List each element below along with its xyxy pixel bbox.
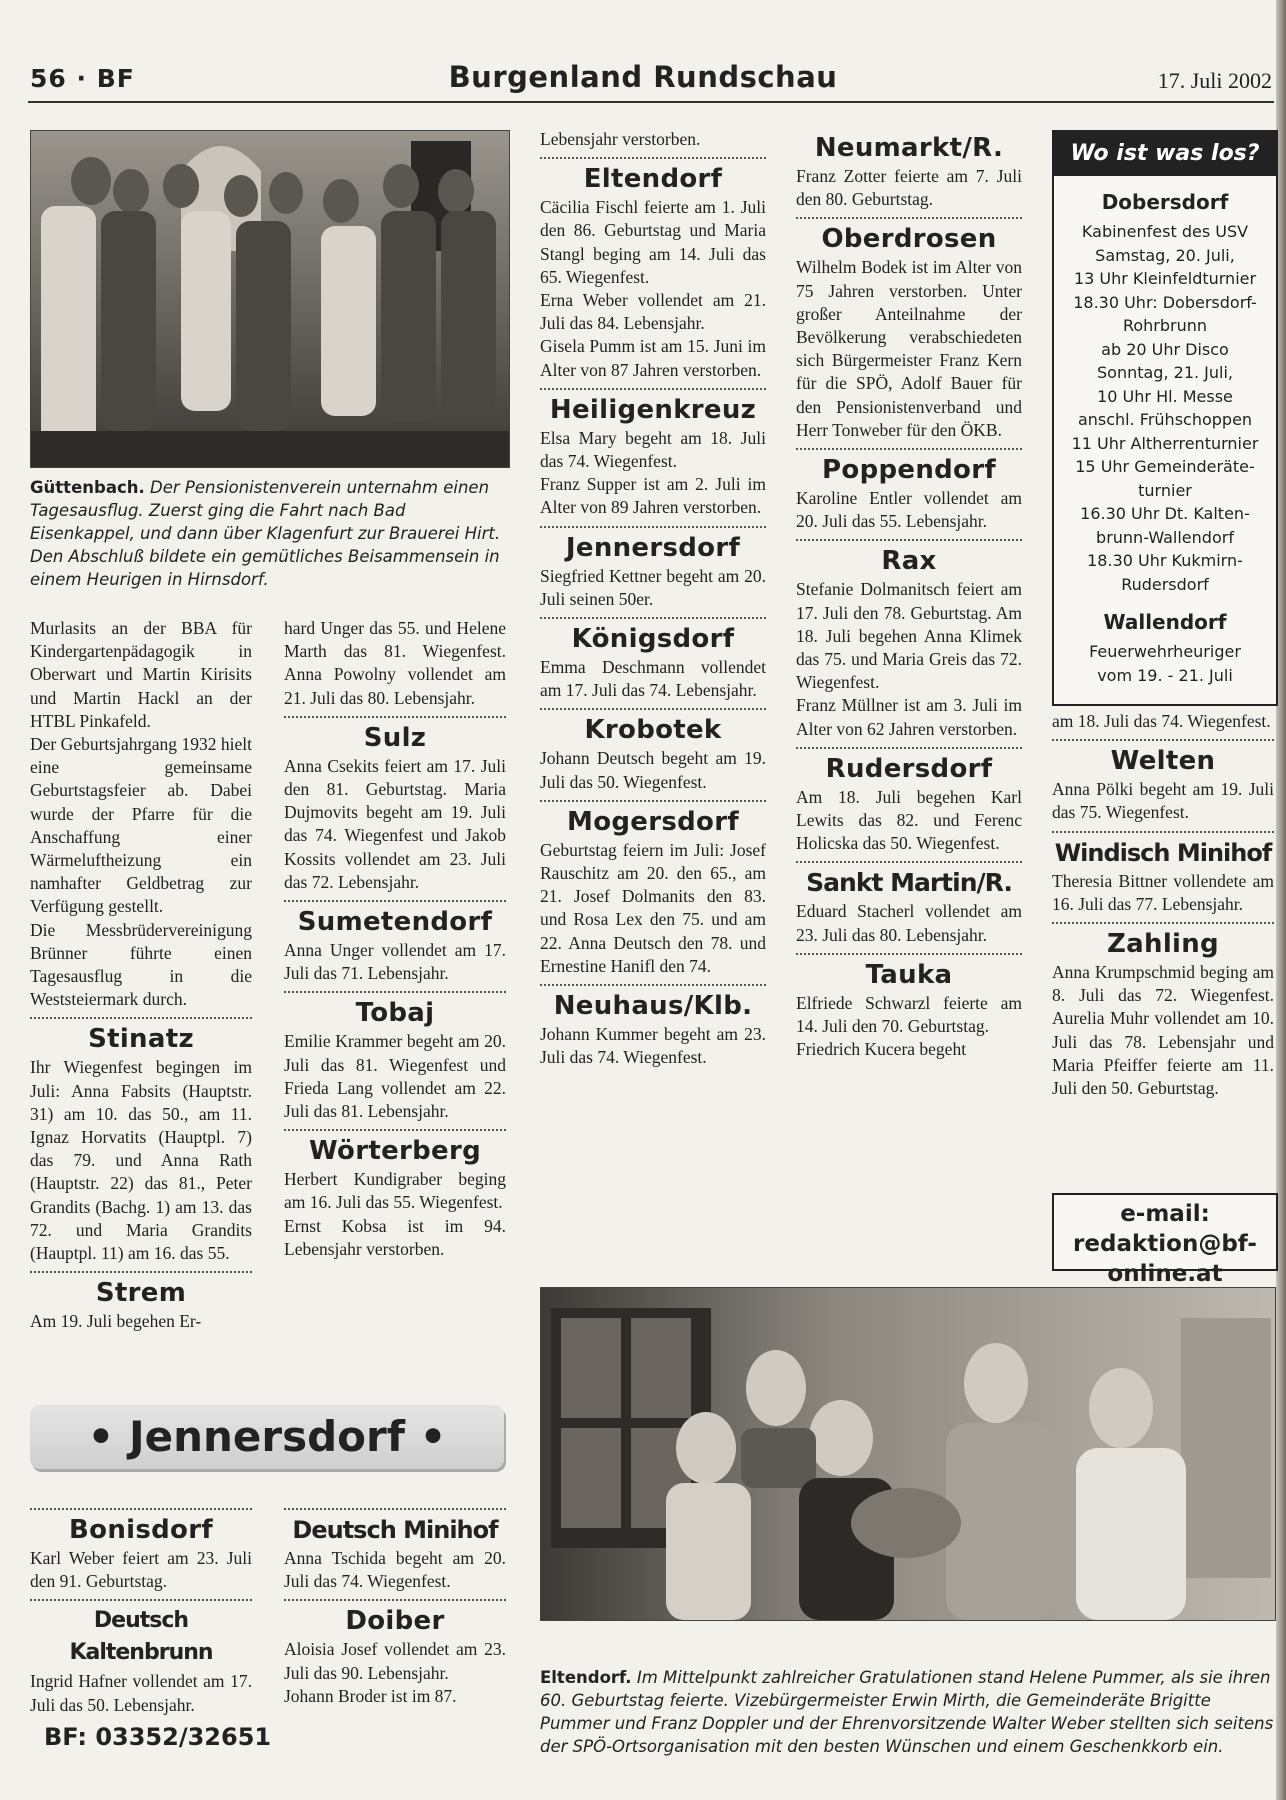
section-title: Sankt Martin/R. xyxy=(806,868,1012,898)
section-stinatz xyxy=(30,1017,252,1265)
events-box xyxy=(1052,130,1278,706)
article-text: Herbert Kundigraber beging am 16. Juli das 55. Wiegenfest. xyxy=(284,1169,506,1213)
birthday-photo-eltendorf xyxy=(540,1287,1276,1621)
event-line: 15 Uhr Gemeinderäte- xyxy=(1075,457,1255,476)
article-text: Elfriede Schwarzl feierte am 14. Juli den 70. Geburtstag. xyxy=(796,992,1022,1037)
section-title: Bonisdorf xyxy=(69,1515,213,1545)
event-line: 13 Uhr Kleinfeldturnier xyxy=(1073,269,1257,288)
column-3 xyxy=(540,128,766,1069)
event-line: 18.30 Uhr: Dobersdorf- xyxy=(1073,292,1257,312)
article-text: Anna Tschida begeht am 20. Juli das 74. Wiegenfest. xyxy=(284,1548,506,1592)
event-line: Sonntag, 21. Juli, xyxy=(1097,363,1233,382)
section-sanktmartin xyxy=(796,861,1022,946)
article-text: Franz Müllner ist am 3. Juli im Alter von 62 Jahren verstorben. xyxy=(796,695,1022,739)
article-text: Cäcilia Fischl feierte am 1. Juli den 86. Geburtstag und Maria Stangl beging am 14. Juli das 65. Wiegenfest. xyxy=(540,197,766,287)
section-title: Tauka xyxy=(865,959,953,990)
article-text: Karoline Entler vollendet am 20. Juli das 55. Lebensjahr. xyxy=(796,488,1022,532)
article-text: Am 19. Juli begehen Er- xyxy=(30,1311,202,1332)
section-rax xyxy=(796,539,1022,740)
column-4 xyxy=(796,132,1022,1061)
article-text: Gisela Pumm ist am 15. Juni im Alter von 87 Jahren verstorben. xyxy=(540,336,766,380)
section-sumetendorf xyxy=(284,900,506,985)
article-text: Emma Deschmann vollendet am 17. Juli das 74. Lebensjahr. xyxy=(540,657,766,701)
column-1 xyxy=(30,617,252,1333)
section-krobotek xyxy=(540,708,766,793)
article-text: Geburtstag feiern im Juli: Josef Rauschitz am 20. den 65., am 21. Josef Dolmanits den 83. und Rosa Lex den 75. und am 22. Anna Deutsch den 78. und Ernestine Hanifl den 74. xyxy=(540,839,766,976)
article-text: am 18. Juli das 74. Wiegenfest. xyxy=(1052,711,1271,731)
events-list-wallendorf xyxy=(1054,640,1276,687)
caption-location: Güttenbach. xyxy=(30,478,145,497)
article-text: Siegfried Kettner begeht am 20. Juli seinen 50er. xyxy=(540,565,766,609)
events-list-dobersdorf xyxy=(1054,220,1276,596)
article-text: Wilhelm Bodek ist im Alter von 75 Jahren verstorben. Unter großer Anteilnahme der Bevölkerung verabschiedeten sich Bürgermeister Franz Kern für die SPÖ, Adolf Bauer für den Pensionistenverband und Herr Tonweber für den ÖKB. xyxy=(796,257,1022,440)
article-text: Aloisia Josef vollendet am 23. Juli das 90. Lebensjahr. xyxy=(284,1639,506,1683)
section-koenigsdorf xyxy=(540,617,766,702)
caption-location: Eltendorf. xyxy=(540,1668,632,1687)
article-text: Ingrid Hafner vollendet am 17. Juli das 50. Lebensjahr. xyxy=(30,1671,252,1715)
article-text: Lebensjahr verstorben. xyxy=(540,129,701,149)
event-line: Rudersdorf xyxy=(1121,574,1209,594)
section-tobaj xyxy=(284,991,506,1123)
section-heiligenkreuz xyxy=(540,388,766,520)
event-line: ab 20 Uhr Disco xyxy=(1101,339,1229,359)
photo-caption-top xyxy=(30,476,508,591)
issue-date: 17. Juli 2002 xyxy=(1157,68,1272,93)
event-line: turnier xyxy=(1138,480,1192,500)
caption-text: Im Mittelpunkt zahlreicher Gratulationen stand Helene Pummer, als sie ihren 60. Geburtstag feierte. Vizebürgermeister Erwin Mirth, die Gemeinderäte Brigitte Pummer und Franz Doppler und der Ehrenvorsitzende Walter Weber stellten sich seitens der SPÖ-Ortsorganisation mit den besten Wünschen und einem Geschenkkorb ein. xyxy=(540,1668,1274,1756)
section-title: Poppendorf xyxy=(822,455,996,486)
lower-column-1 xyxy=(30,1502,252,1717)
section-title: Deutsch Minihof xyxy=(292,1516,498,1544)
phone-number: BF: 03352/32651 xyxy=(44,1723,272,1751)
article-text: Anna Pölki begeht am 19. Juli das 75. Wiegenfest. xyxy=(1052,779,1274,823)
section-title: Eltendorf xyxy=(583,164,723,195)
section-title: Tobaj xyxy=(355,998,435,1029)
group-photo-guettenbach xyxy=(30,130,510,468)
section-welten xyxy=(1052,739,1274,824)
section-neumarkt xyxy=(796,132,1022,211)
article-text: Anna Krumpschmid beging am 8. Juli das 72. Wiegenfest. Aurelia Muhr vollendet am 10. Juli das 78. Lebensjahr und Maria Pfeiffer feierte am 11. Juli den 50. Geburtstag. xyxy=(1052,962,1274,1099)
event-line: brunn-Wallendorf xyxy=(1096,527,1234,547)
section-title: Deutsch Kaltenbrunn xyxy=(69,1608,213,1666)
event-line: 11 Uhr Altherrenturnier xyxy=(1071,433,1259,453)
article-text: Johann Kummer begeht am 23. Juli das 74. Wiegenfest. xyxy=(540,1024,766,1068)
section-eltendorf xyxy=(540,157,766,382)
event-line: Rohrbrunn xyxy=(1122,316,1208,335)
region-banner-jennersdorf: • Jennersdorf • xyxy=(30,1405,504,1469)
article-text: Der Geburtsjahrgang 1932 hielt eine gemeinsame Geburtstagsfeier ab. Dabei wurde der Pfarre für die Anschaffung einer Wärmeluftheizung ein namhafter Geldbetrag zur Verfügung gestellt. xyxy=(30,734,252,917)
column-5 xyxy=(1052,710,1274,1100)
newspaper-title: Burgenland Rundschau xyxy=(448,60,838,94)
article-text: Die Messbrüdervereinigung Brünner führte einen Tagesausflug in die Weststeiermark durch. xyxy=(30,919,252,1010)
email-box[interactable]: e-mail: redaktion@bf-online.at xyxy=(1052,1193,1278,1271)
section-zahling xyxy=(1052,922,1274,1100)
section-title: Jennersdorf xyxy=(565,532,741,563)
event-line: 18.30 Uhr Kukmirn- xyxy=(1087,551,1243,570)
photo-caption-bottom xyxy=(540,1666,1274,1758)
events-town-title: Wallendorf xyxy=(1103,610,1227,634)
section-mogersdorf xyxy=(540,800,766,978)
section-woerterberg xyxy=(284,1129,506,1261)
section-doiber xyxy=(284,1599,506,1708)
group-photo-image xyxy=(31,131,509,467)
section-neuhaus xyxy=(540,984,766,1069)
article-text: Ihr Wiegenfest begingen im Juli: Anna Fabsits (Hauptstr. 31) am 10. das 50., am 11. Ignaz Horvatits (Hauptpl. 7) das 79. und Anna Rath (Hauptstr. 22) das 81., Peter Grandits (Bachg. 1) am 13. das 72. und Maria Grandits (Hauptpl. 11) am 16. das 55. xyxy=(30,1057,252,1264)
section-title: Doiber xyxy=(345,1606,445,1637)
section-jennersdorf xyxy=(540,526,766,611)
article-text: Anna Unger vollendet am 17. Juli das 71. Lebensjahr. xyxy=(284,940,506,984)
event-line: 10 Uhr Hl. Messe xyxy=(1097,386,1233,406)
section-tauka xyxy=(796,953,1022,1062)
event-line: vom 19. - 21. Juli xyxy=(1097,665,1233,685)
article-text: Franz Zotter feierte am 7. Juli den 80. Geburtstag. xyxy=(796,166,1022,210)
section-title: Zahling xyxy=(1107,929,1219,960)
section-title: Wörterberg xyxy=(309,1136,481,1167)
section-deutsch-kaltenbrunn xyxy=(30,1599,252,1716)
article-text: Emilie Krammer begeht am 20. Juli das 81. Wiegenfest und Frieda Lang vollendet am 22. Juli das 81. Lebensjahr. xyxy=(284,1031,506,1122)
article-text: Anna Csekits feiert am 17. Juli den 81. Geburtstag. Maria Dujmovits begeht am 19. Juli das 74. Wiegenfest und Jakob Kossits vollendet am 23. Juli das 72. Lebensjahr. xyxy=(284,755,506,892)
event-line: Feuerwehrheuriger xyxy=(1089,642,1241,661)
article-text: Stefanie Dolmanitsch feiert am 17. Juli den 78. Geburtstag. Am 18. Juli begehen Anna Klimek das 75. und Maria Greis das 72. Wiegenfest. xyxy=(796,579,1022,693)
section-title: Heiligenkreuz xyxy=(549,394,757,425)
article-text: Theresia Bittner vollendete am 16. Juli das 77. Lebensjahr. xyxy=(1052,870,1274,914)
section-rudersdorf xyxy=(796,747,1022,856)
birthday-photo-image xyxy=(541,1288,1275,1620)
caption-text: Der Pensionistenverein unternahm einen Tagesausflug. Zuerst ging die Fahrt nach Bad Eisenkappel, und dann über Klagenfurt zur Brauerei Hirt. Den Abschluß bildete ein gemütliches Beisammensein in einem Heurigen in Hirnsdorf. xyxy=(30,478,501,589)
event-line: Kabinenfest des USV xyxy=(1081,222,1249,241)
section-title: Stinatz xyxy=(88,1024,194,1055)
section-strem xyxy=(30,1271,252,1333)
header-rule xyxy=(28,101,1274,103)
section-title: Mogersdorf xyxy=(567,806,739,837)
lower-column-2 xyxy=(284,1502,506,1708)
column-2 xyxy=(284,617,506,1261)
article-text: Franz Supper ist am 2. Juli im Alter von 89 Jahren verstorben. xyxy=(540,474,766,518)
article-text: Friedrich Kucera begeht xyxy=(796,1039,967,1060)
article-text: Erna Weber vollendet am 21. Juli das 84. Lebensjahr. xyxy=(540,290,766,334)
section-title: Neuhaus/Klb. xyxy=(553,991,753,1022)
section-windisch-minihof xyxy=(1052,831,1274,916)
section-oberdrosen xyxy=(796,217,1022,442)
section-sulz xyxy=(284,716,506,894)
article-text: Murlasits an der BBA für Kindergartenpädagogik in Oberwart und Martin Kirisits und Martin Hackl an der HTBL Pinkafeld. xyxy=(30,618,252,731)
section-title: Welten xyxy=(1110,746,1216,777)
events-box-heading: Wo ist was los? xyxy=(1054,132,1276,176)
article-text: Johann Deutsch begeht am 19. Juli das 50. Wiegenfest. xyxy=(540,748,766,792)
section-title: Oberdrosen xyxy=(821,224,997,255)
section-title: Rax xyxy=(881,546,937,577)
section-deutsch-minihof xyxy=(284,1508,506,1593)
article-text: hard Unger das 55. und Helene Marth das 81. Wiegenfest. Anna Powolny vollendet am 21. Juli das 80. Lebensjahr. xyxy=(284,618,506,708)
article-text: Am 18. Juli begehen Karl Lewits das 82. und Ferenc Holicska das 50. Wiegenfest. xyxy=(796,786,1022,854)
section-bonisdorf xyxy=(30,1508,252,1593)
section-poppendorf xyxy=(796,448,1022,533)
page-number: 56 · BF xyxy=(30,64,135,93)
article-text: Johann Broder ist im 87. xyxy=(284,1685,457,1706)
article-text: Ernst Kobsa ist im 94. Lebensjahr verstorben. xyxy=(284,1215,506,1259)
event-line: anschl. Frühschoppen xyxy=(1077,410,1253,429)
section-title: Neumarkt/R. xyxy=(814,133,1004,163)
article-text: Eduard Stacherl vollendet am 23. Juli das 80. Lebensjahr. xyxy=(796,901,1022,945)
article-text: Elsa Mary begeht am 18. Juli das 74. Wiegenfest. xyxy=(540,427,766,472)
section-title: Sumetendorf xyxy=(297,907,493,938)
section-title: Krobotek xyxy=(584,715,722,746)
event-line: Samstag, 20. Juli, xyxy=(1095,245,1235,265)
section-title: Königsdorf xyxy=(571,624,735,655)
events-town-title: Dobersdorf xyxy=(1101,190,1229,214)
section-title: Windisch Minihof xyxy=(1054,838,1272,867)
section-title: Rudersdorf xyxy=(825,753,993,784)
section-title: Sulz xyxy=(363,722,427,753)
section-title: Strem xyxy=(95,1278,187,1309)
article-text: Karl Weber feiert am 23. Juli den 91. Geburtstag. xyxy=(30,1548,252,1592)
event-line: 16.30 Uhr Dt. Kalten- xyxy=(1080,504,1250,523)
